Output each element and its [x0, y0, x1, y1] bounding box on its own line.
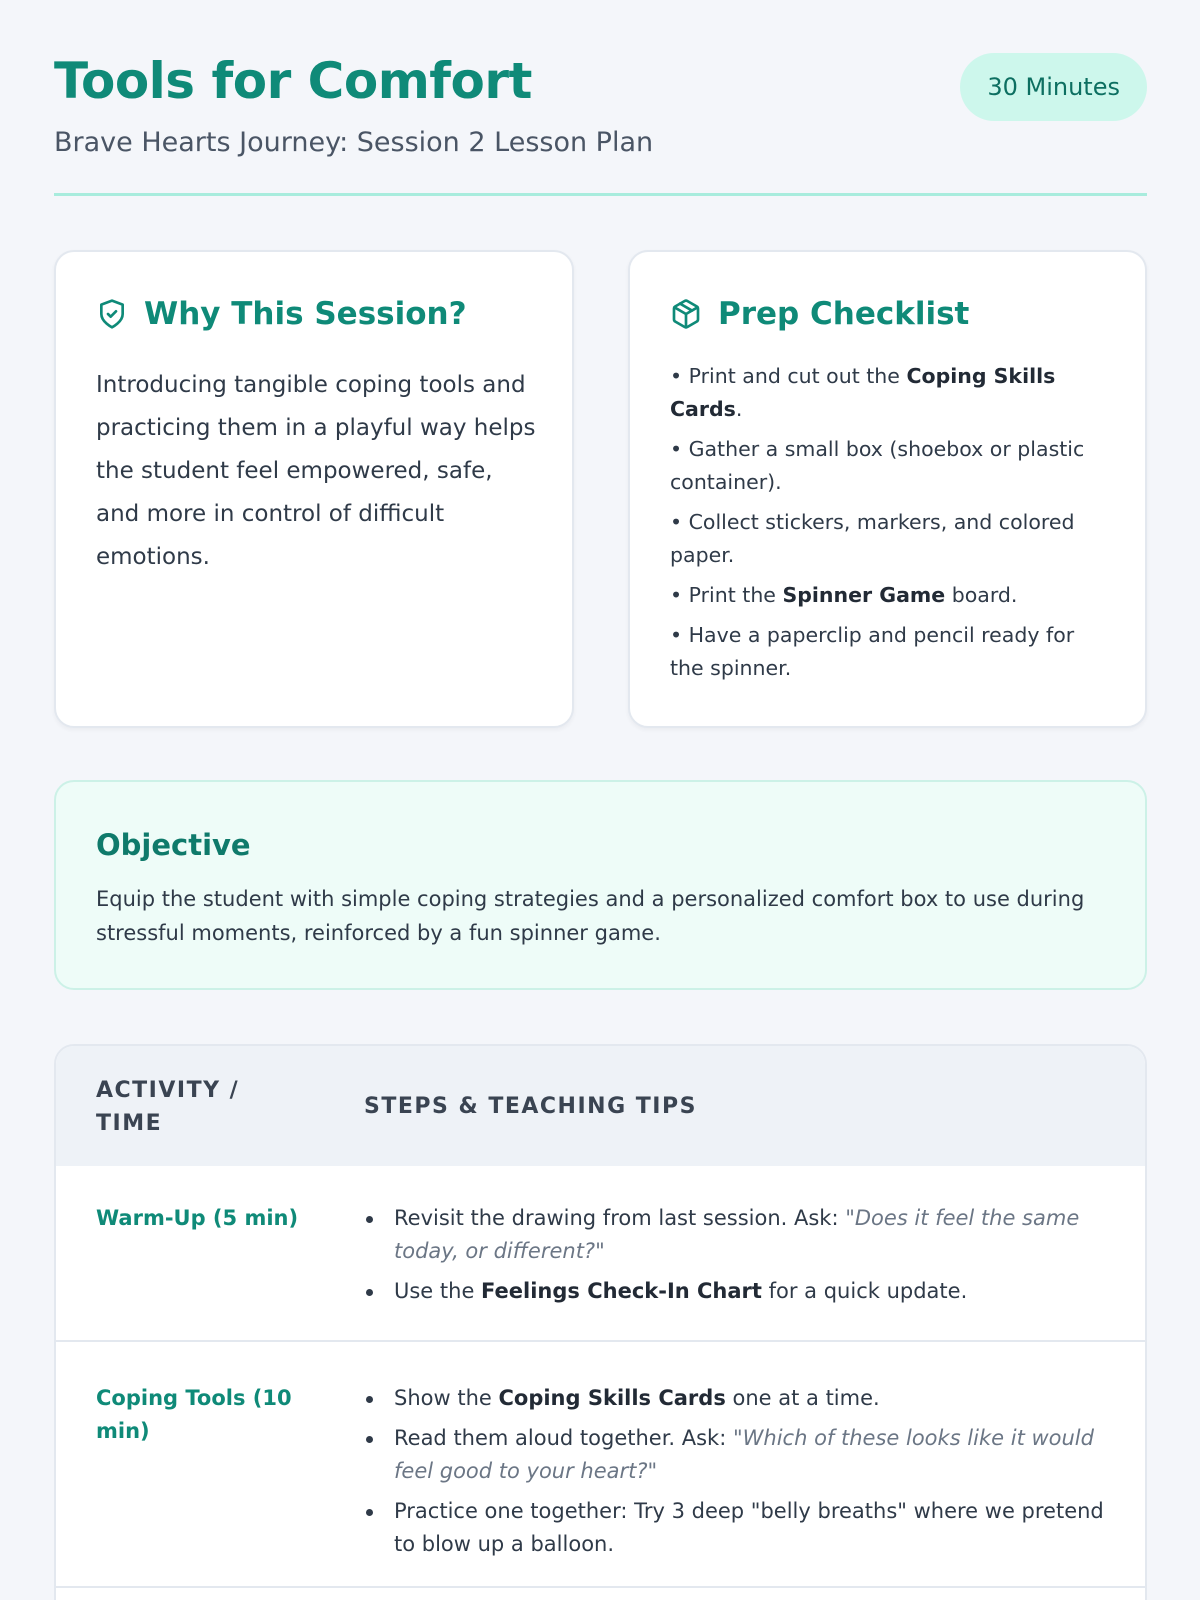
column-header-steps: STEPS & TEACHING TIPS — [364, 1094, 697, 1119]
prep-checklist-card — [628, 250, 1147, 728]
table-row — [56, 1166, 1145, 1340]
why-session-card — [54, 250, 574, 728]
why-session-text: Introducing tangible coping tools and practicing them in a playful way helps the student feel empowered, safe, and more in control of difficult emotions. — [96, 372, 536, 570]
step-item: Practice one together: Try 3 deep "belly breaths" where we pretend to blow up a balloon. — [364, 1495, 1104, 1561]
box-icon — [670, 298, 702, 330]
lesson-plan-page — [54, 0, 1147, 1556]
prep-checklist — [670, 360, 1110, 692]
checklist-item: • Print the Spinner Game board. — [670, 583, 1018, 607]
objective-text: Equip the student with simple coping strategies and a personalized comfort box to use during stressful moments, reinforced by a fun spinner game. — [96, 887, 1085, 945]
objective-heading: Objective — [96, 828, 251, 862]
checklist-item: • Print and cut out the Coping Skills Cards. — [670, 364, 1056, 421]
table-row — [56, 1340, 1145, 1586]
steps-list — [364, 1202, 1104, 1315]
prep-checklist-heading — [670, 296, 969, 332]
table-row — [56, 1586, 1145, 1600]
why-session-title: Why This Session? — [144, 296, 467, 332]
steps-list — [364, 1382, 1104, 1568]
why-session-heading — [96, 296, 467, 332]
prep-checklist-title: Prep Checklist — [718, 296, 970, 332]
step-item: Use the Feelings Check-In Chart for a quick update. — [364, 1275, 1104, 1308]
checklist-item: • Gather a small box (shoebox or plastic container). — [670, 437, 1085, 494]
objective-panel — [54, 780, 1147, 990]
shield-check-icon — [96, 298, 128, 330]
page-title: Tools for Comfort — [54, 52, 532, 110]
column-header-activity: ACTIVITY / TIME — [96, 1078, 240, 1136]
page-header — [54, 0, 1147, 196]
activity-label: Warm-Up (5 min) — [96, 1206, 299, 1230]
activity-label: Coping Tools (10 min) — [96, 1386, 292, 1443]
activity-table — [54, 1044, 1147, 1600]
step-item: Show the Coping Skills Cards one at a time. — [364, 1382, 1104, 1415]
duration-badge: 30 Minutes — [960, 53, 1147, 121]
checklist-item: • Collect stickers, markers, and colored paper. — [670, 510, 1075, 567]
table-header — [56, 1046, 1145, 1166]
page-subtitle: Brave Hearts Journey: Session 2 Lesson Plan — [54, 127, 654, 158]
step-item: Read them aloud together. Ask: "Which of these looks like it would feel good to your heart?" — [364, 1422, 1104, 1488]
checklist-item: • Have a paperclip and pencil ready for the spinner. — [670, 623, 1075, 680]
step-item: Revisit the drawing from last session. Ask: "Does it feel the same today, or different?" — [364, 1202, 1104, 1268]
